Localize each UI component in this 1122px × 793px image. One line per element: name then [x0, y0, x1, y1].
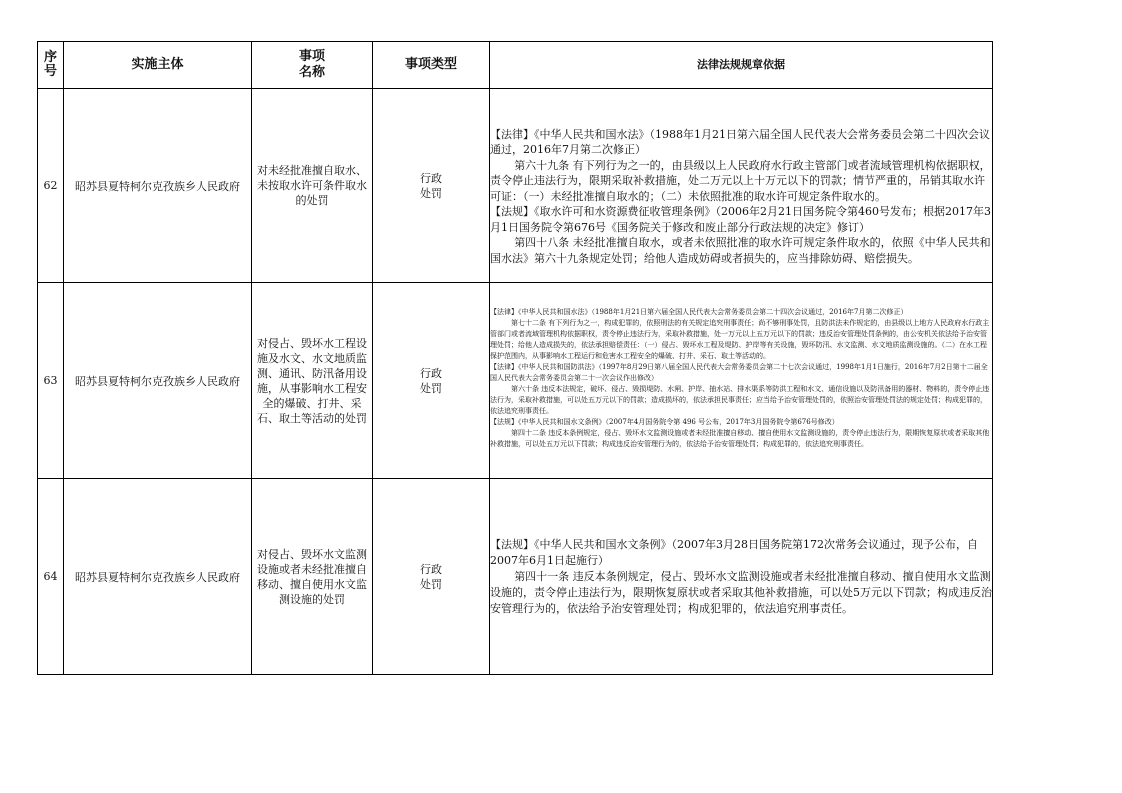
row-item-name: 对未经批准擅自取水、未按取水许可条件取水的处罚	[252, 89, 373, 283]
header-subject: 实施主体	[64, 42, 252, 89]
basis-paragraph: 【法规】《中华人民共和国水文条例》（2007年4月国务院令第 496 号公布，2017年3月国务院令第676号修改）	[490, 417, 839, 426]
row-basis	[490, 89, 993, 283]
basis-paragraph: 第四十二条 违反本条例规定，侵占、毁坏水文监测设施或者未经批准擅自移动、擅自使用水文监测设施的，责令停止违法行为，限期恢复原状或者采取其他补救措施，可以处五万元以下罚款；构成违反治安管理行为的，依法给予治安管理处罚；构成犯罪的，依法追究刑事责任。	[490, 428, 990, 448]
table-row	[38, 89, 993, 283]
basis-paragraph: 【法规】《中华人民共和国水文条例》（2007年3月28日国务院第172次常务会议通过，现予公布，自2007年6月1日起施行）	[490, 537, 978, 567]
basis-paragraph: 第七十二条 有下列行为之一，构成犯罪的，依照刑法的有关规定追究刑事责任；尚不够刑事处罚，且防洪法未作规定的，由县级以上地方人民政府水行政主管部门或者流域管理机构依据职权，责令停止违法行为，采取补救措施，处一万元以上五万元以下的罚款；违反治安管理处罚条例的，由公安机关依法给予治安管理处罚；给他人造成损失的，依法承担赔偿责任：（一）侵占、毁坏水工程及堤防、护岸等有关设施，毁坏防汛、水文监测、水文地质监测设施的。（二）在水工程保护范围内，从事影响水工程运行和危害水工程安全的爆破、打井、采石、取土等活动的。	[490, 318, 990, 360]
header-seq: 序 号	[38, 42, 64, 89]
row-basis	[490, 479, 993, 675]
table-row	[38, 479, 993, 675]
header-row	[38, 42, 993, 89]
row-subject: 昭苏县夏特柯尔克孜族乡人民政府	[64, 479, 252, 675]
basis-paragraph: 第六十九条 有下列行为之一的，由县级以上人民政府水行政主管部门或者流域管理机构依据职权，责令停止违法行为，限期采取补救措施，处二万元以上十万元以下的罚款；情节严重的，吊销其取水许可证：（一）未经批准擅自取水的；（二）未依照批准的取水许可规定条件取水的。	[490, 158, 991, 203]
basis-paragraph: 【法律】《中华人民共和国水法》（1988年1月21日第六届全国人民代表大会常务委员会第二十四次会议通过，2016年7月第二次修正）	[490, 127, 990, 156]
row-subject: 昭苏县夏特柯尔克孜族乡人民政府	[64, 89, 252, 283]
row-item-type: 行政 处罚	[373, 479, 490, 675]
basis-paragraph: 【法律】《中华人民共和国防洪法》（1997年8月29日第八届全国人民代表大会常务委员会第二十七次会议通过，1998年1月1日施行，2016年7月2日第十二届全国人民代表大会常务委员会第二十一次会议作出修改）	[490, 362, 988, 382]
row-item-name: 对侵占、毁坏水文监测设施或者未经批准擅自移动、擅自使用水文监测设施的处罚	[252, 479, 373, 675]
basis-paragraph: 【法规】《取水许可和水资源费征收管理条例》（2006年2月21日国务院令第460号发布；根据2017年3月1日国务院令第676号《国务院关于修改和废止部分行政法规的决定》修订）	[490, 205, 991, 234]
row-item-type: 行政 处罚	[373, 89, 490, 283]
row-item-type: 行政 处罚	[373, 283, 490, 479]
header-item-name: 事项 名称	[252, 42, 373, 89]
row-basis	[490, 283, 993, 479]
row-item-name: 对侵占、毁坏水工程设施及水文、水文地质监测、通讯、防汛备用设施，从事影响水工程安全的爆破、打井、采石、取土等活动的处罚	[252, 283, 373, 479]
basis-paragraph: 第六十条 违反本法规定，破坏、侵占、毁损堤防、水闸、护岸、抽水站、排水渠系等防洪工程和水文、通信设施以及防汛备用的器材、物料的，责令停止违法行为，采取补救措施，可以处五万元以下的罚款；造成损坏的，依法承担民事责任；应当给予治安管理处罚的，依照治安管理处罚法的规定处罚；构成犯罪的，依法追究刑事责任。	[490, 384, 990, 415]
row-subject: 昭苏县夏特柯尔克孜族乡人民政府	[64, 283, 252, 479]
row-seq: 62	[38, 89, 64, 283]
items-table	[37, 41, 993, 675]
header-item-type: 事项类型	[373, 42, 490, 89]
row-seq: 63	[38, 283, 64, 479]
table-row	[38, 283, 993, 479]
header-basis: 法律法规规章依据	[490, 42, 993, 89]
basis-paragraph: 【法律】《中华人民共和国水法》（1988年1月21日第六届全国人民代表大会常务委员会第二十四次会议通过，2016年7月第二次修正）	[490, 307, 908, 316]
basis-paragraph: 第四十八条 未经批准擅自取水，或者未依照批准的取水许可规定条件取水的，依照《中华人民共和国水法》第六十九条规定处罚；给他人造成妨碍或者损失的，应当排除妨碍、赔偿损失。	[490, 236, 991, 265]
row-seq: 64	[38, 479, 64, 675]
basis-paragraph: 第四十一条 违反本条例规定，侵占、毁坏水文监测设施或者未经批准擅自移动、擅自使用水文监测设施的，责令停止违法行为，限期恢复原状或者采取其他补救措施，可以处5万元以下罚款；构成违反治安管理行为的，依法给予治安管理处罚；构成犯罪的，依法追究刑事责任。	[490, 569, 992, 615]
